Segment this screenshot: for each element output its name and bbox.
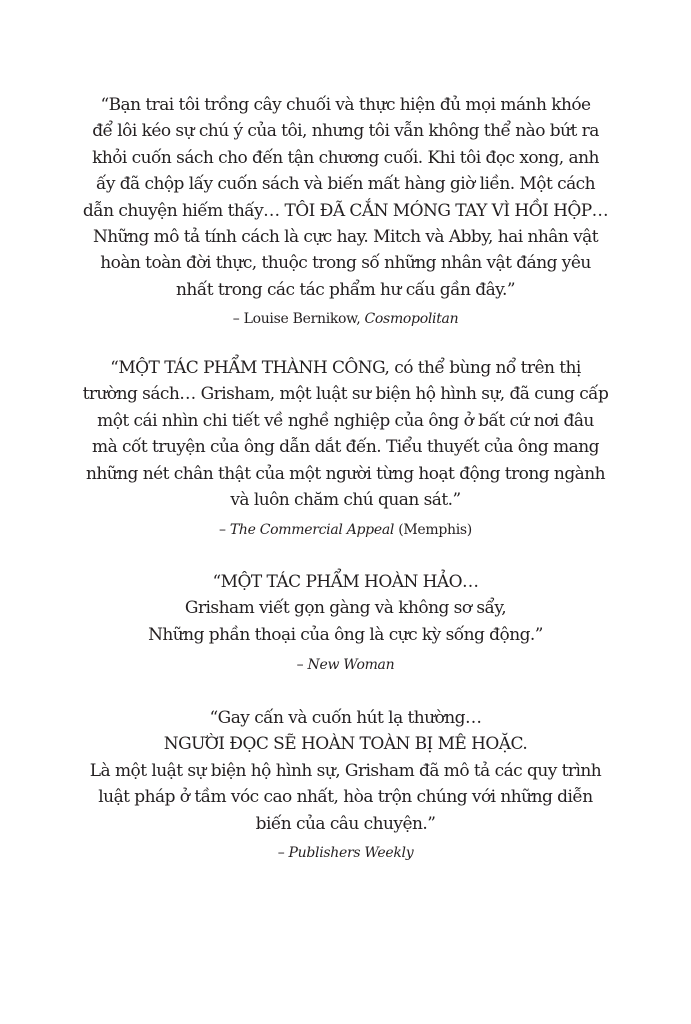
review-2-line-5: những nét chân thật của một người từng hoạt động trong ngành <box>85 463 606 484</box>
review-4-attribution <box>80 843 611 863</box>
review-2-attribution-prefix: – <box>219 522 230 538</box>
review-1-line-4: ấy đã chộp lấy cuốn sách và biến mất hàng giờ liền. Một cách <box>95 174 596 195</box>
review-2-line-2: trường sách… Grisham, một luật sư biện hộ hình sự, đã cung cấp <box>82 384 609 405</box>
review-2 <box>80 355 611 513</box>
review-3-attribution <box>80 655 611 675</box>
review-4 <box>80 705 611 837</box>
review-2-attribution-suffix: (Memphis) <box>394 522 472 538</box>
review-1-attribution-source: Cosmopolitan <box>364 311 459 327</box>
review-4-line-2: NGƯỜI ĐỌC SẼ HOÀN TOÀN BỊ MÊ HOẶC. <box>163 734 528 755</box>
review-2-attribution <box>80 520 611 540</box>
review-3-line-3: Những phần thoại của ông là cực kỳ sống động.” <box>148 624 543 645</box>
review-1-line-5: dẫn chuyện hiếm thấy… TÔI ĐÃ CẮN MÓNG TAY VÌ HỒI HỘP… <box>82 200 609 221</box>
review-1-line-8: nhất trong các tác phẩm hư cấu gần đây.” <box>176 279 515 300</box>
review-1-line-1: “Bạn trai tôi trồng cây chuối và thực hiện đủ mọi mánh khóe <box>100 95 591 115</box>
review-2-line-1: “MỘT TÁC PHẨM THÀNH CÔNG, có thể bùng nổ trên thị <box>110 358 581 378</box>
review-3 <box>80 569 611 648</box>
review-3-line-2: Grisham viết gọn gàng và không sơ sẩy, <box>184 598 507 619</box>
review-1-attribution <box>80 309 611 329</box>
review-3-attribution-prefix: – <box>296 657 308 673</box>
review-4-line-5: biến của câu chuyện.” <box>255 813 436 834</box>
review-3-line-1: “MỘT TÁC PHẨM HOÀN HẢO… <box>212 572 479 592</box>
review-1-line-3: khỏi cuốn sách cho đến tận chương cuối. Khi tôi đọc xong, anh <box>92 147 599 168</box>
review-3-attribution-source: New Woman <box>307 657 395 673</box>
review-1 <box>80 92 611 303</box>
review-4-line-3: Là một luật sự biện hộ hình sự, Grisham đã mô tả các quy trình <box>89 760 602 781</box>
review-2-attribution-source: The Commercial Appeal <box>229 522 395 538</box>
review-1-attribution-prefix: – Louise Bernikow, <box>232 311 365 327</box>
review-4-line-4: luật pháp ở tầm vóc cao nhất, hòa trộn chúng với những diễn <box>98 787 593 808</box>
review-1-line-7: hoàn toàn đời thực, thuộc trong số những nhân vật đáng yêu <box>100 253 591 274</box>
review-2-line-4: mà cốt truyện của ông dẫn dắt đến. Tiểu thuyết của ông mang <box>92 437 599 458</box>
review-4-attribution-source: Publishers Weekly <box>288 845 414 861</box>
review-4-line-1: “Gay cấn và cuốn hút lạ thường… <box>209 708 482 728</box>
review-1-line-6: Những mô tả tính cách là cực hay. Mitch và Abby, hai nhân vật <box>92 227 599 248</box>
review-1-line-2: để lôi kéo sự chú ý của tôi, nhưng tôi vẫn không thể nào bứt ra <box>92 121 599 142</box>
review-4-attribution-prefix: – <box>277 845 289 861</box>
review-2-line-6: và luôn chăm chú quan sát.” <box>230 490 461 511</box>
review-2-line-3: một cái nhìn chi tiết về nghề nghiệp của ông ở bất cứ nơi đâu <box>97 410 594 431</box>
